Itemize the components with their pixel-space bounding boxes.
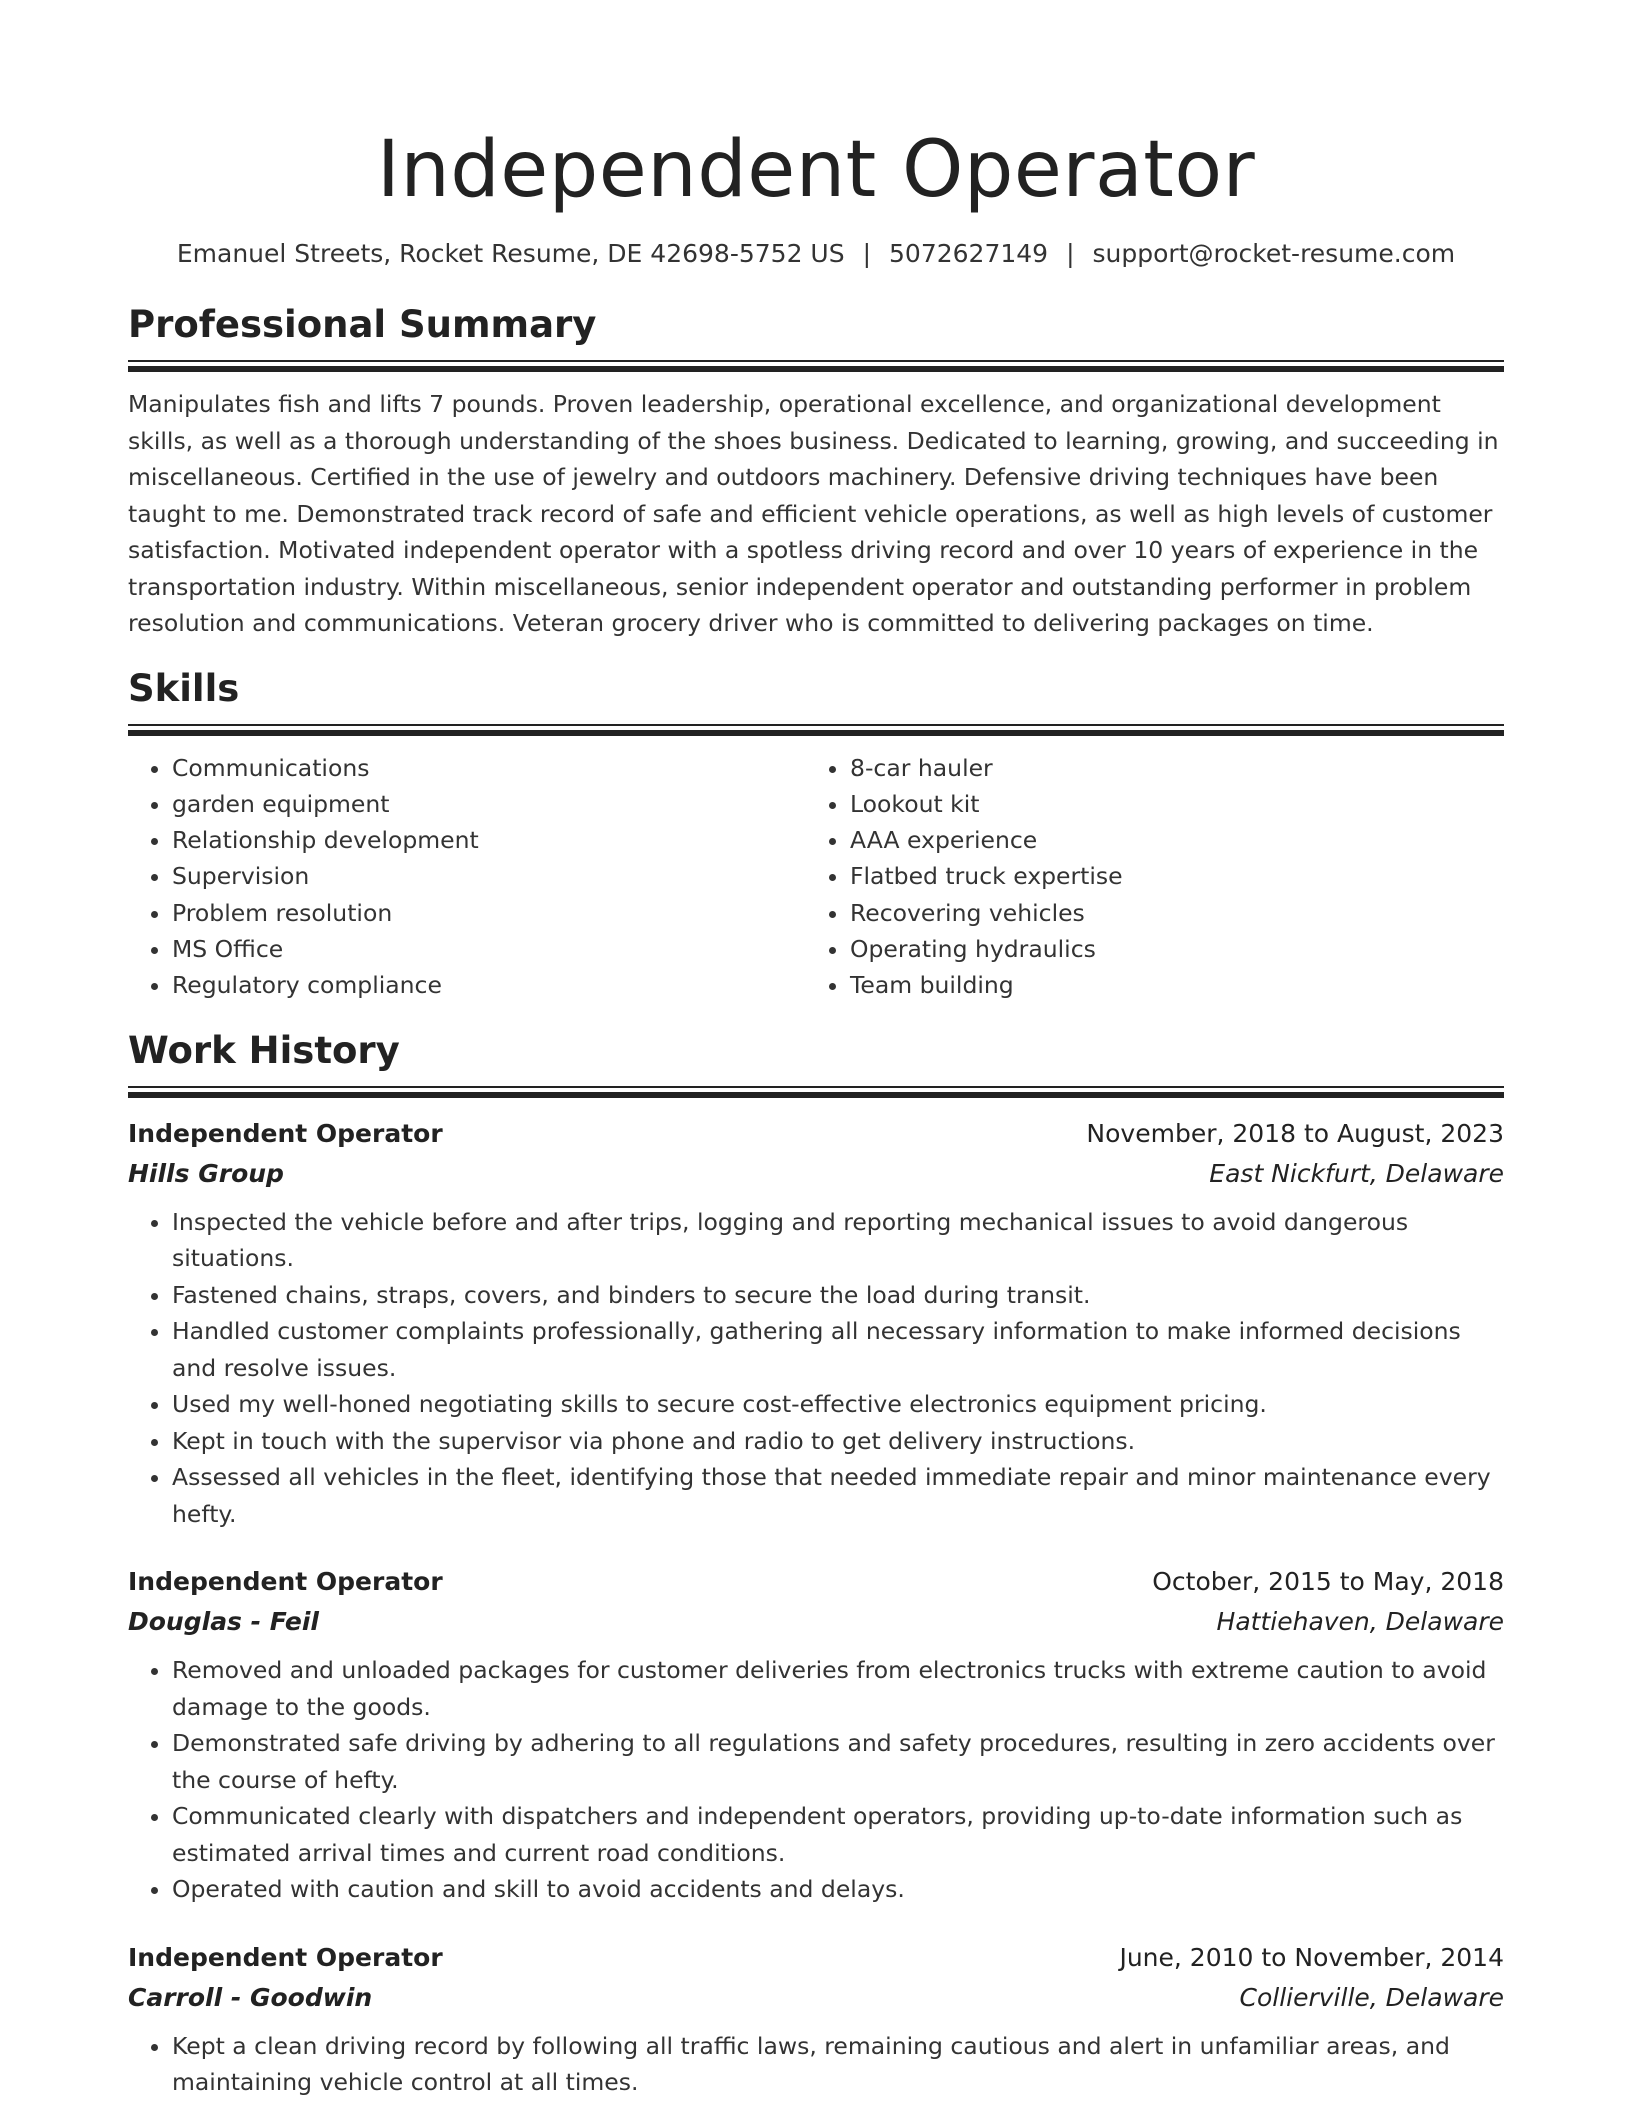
job-subheader: [128, 1978, 1504, 2018]
job-header: [128, 1938, 1504, 1978]
job-subheader: [128, 1154, 1504, 1194]
address: Emanuel Streets, Rocket Resume, DE 42698-5752 US: [176, 239, 845, 268]
section-title-work: Work History: [128, 1028, 400, 1072]
skill-item: • Relationship development: [172, 822, 806, 858]
summary-text: Manipulates fish and lifts 7 pounds. Proven leadership, operational excellence, and organizational development skills, as well as a thorough understanding of the shoes business. Dedicated to learning, growing, and succeeding in miscellaneous. Certified in the use of jewelry and outdoors machinery. Defensive driving techniques have been taught to me. Demonstrated track record of safe and efficient vehicle operations, as well as high levels of customer satisfaction. Motivated independent operator with a spotless driving record and over 10 years of experience in the transportation industry. Within miscellaneous, senior independent operator and outstanding performer in problem resolution and communications. Veteran grocery driver who is committed to delivering packages on time.: [128, 390, 1499, 637]
job-title: Independent Operator: [128, 1567, 443, 1597]
summary-section: [128, 300, 1504, 642]
skill-item: • 8-car hauler: [850, 750, 1484, 786]
skills-list-left: [128, 750, 806, 1004]
skill-item: • Team building: [850, 967, 1484, 1003]
skill-item: • Recovering vehicles: [850, 895, 1484, 931]
skill-item: • Problem resolution: [172, 895, 806, 931]
separator: |: [862, 239, 872, 268]
job-location: Hattiehaven, Delaware: [1216, 1607, 1504, 1637]
skill-item: • AAA experience: [850, 822, 1484, 858]
candidate-name: Independent Operator: [376, 125, 1256, 215]
job-dates: June, 2010 to November, 2014: [1119, 1942, 1504, 1972]
company-name: Hills Group: [128, 1158, 284, 1188]
job-bullets: [128, 1652, 1504, 1908]
email: support@rocket-resume.com: [1092, 239, 1456, 268]
job-title: Independent Operator: [128, 1942, 443, 1972]
job-header: [128, 1114, 1504, 1154]
job-bullet: • Kept a clean driving record by following all traffic laws, remaining cautious and alert in unfamiliar areas, and maintaining vehicle control at all times.: [172, 2028, 1504, 2101]
skill-item: • garden equipment: [172, 786, 806, 822]
skill-item: • Operating hydraulics: [850, 931, 1484, 967]
skill-item: • Flatbed truck expertise: [850, 858, 1484, 894]
job-location: Collierville, Delaware: [1239, 1982, 1504, 2012]
skills-section: [128, 664, 1504, 1004]
job-bullet: • Inspected the vehicle before and after trips, logging and reporting mechanical issues to avoid dangerous situations.: [172, 1204, 1504, 1277]
job-bullet: • Communicated clearly with dispatchers and independent operators, providing up-to-date information such as estimated arrival times and current road conditions.: [172, 1798, 1504, 1871]
job-bullets: [128, 2028, 1504, 2101]
section-title-skills: Skills: [128, 666, 240, 710]
skill-item: • Supervision: [172, 858, 806, 894]
section-title-summary: Professional Summary: [128, 303, 597, 346]
separator: |: [1066, 239, 1075, 268]
job-dates: October, 2015 to May, 2018: [1152, 1567, 1504, 1597]
company-name: Douglas - Feil: [128, 1607, 319, 1637]
job-bullets: [128, 1204, 1504, 1533]
job-bullet: • Kept in touch with the supervisor via phone and radio to get delivery instructions.: [172, 1423, 1504, 1460]
section-divider: [128, 360, 1504, 372]
job-subheader: [128, 1602, 1504, 1642]
contact-line: [128, 236, 1504, 272]
skills-columns: [128, 750, 1504, 1004]
job-entry: [128, 1562, 1504, 1908]
job-bullet: • Used my well-honed negotiating skills to secure cost-effective electronics equipment pricing.: [172, 1386, 1504, 1423]
job-bullet: • Operated with caution and skill to avoid accidents and delays.: [172, 1871, 1504, 1908]
job-entry: [128, 1938, 1504, 2101]
job-bullet: • Fastened chains, straps, covers, and binders to secure the load during transit.: [172, 1277, 1504, 1314]
company-name: Carroll - Goodwin: [128, 1982, 373, 2012]
job-header: [128, 1562, 1504, 1602]
job-title: Independent Operator: [128, 1118, 443, 1148]
job-bullet: • Assessed all vehicles in the fleet, identifying those that needed immediate repair and minor maintenance every hefty.: [172, 1459, 1504, 1532]
job-bullet: • Demonstrated safe driving by adhering to all regulations and safety procedures, resulting in zero accidents over the course of hefty.: [172, 1725, 1504, 1798]
section-divider: [128, 1086, 1504, 1098]
job-dates: November, 2018 to August, 2023: [1086, 1118, 1504, 1148]
section-divider: [128, 724, 1504, 736]
skills-list-right: [806, 750, 1484, 1004]
skill-item: • Communications: [172, 750, 806, 786]
job-location: East Nickfurt, Delaware: [1209, 1158, 1504, 1188]
skill-item: • Regulatory compliance: [172, 967, 806, 1003]
phone: 5072627149: [889, 239, 1049, 268]
job-bullet: • Handled customer complaints professionally, gathering all necessary information to make informed decisions and resolve issues.: [172, 1313, 1504, 1386]
skill-item: • MS Office: [172, 931, 806, 967]
skill-item: • Lookout kit: [850, 786, 1484, 822]
job-entry: [128, 1114, 1504, 1533]
work-history-section: [128, 1026, 1504, 2101]
job-bullet: • Removed and unloaded packages for customer deliveries from electronics trucks with extreme caution to avoid damage to the goods.: [172, 1652, 1504, 1725]
resume-page: [128, 120, 1504, 2101]
